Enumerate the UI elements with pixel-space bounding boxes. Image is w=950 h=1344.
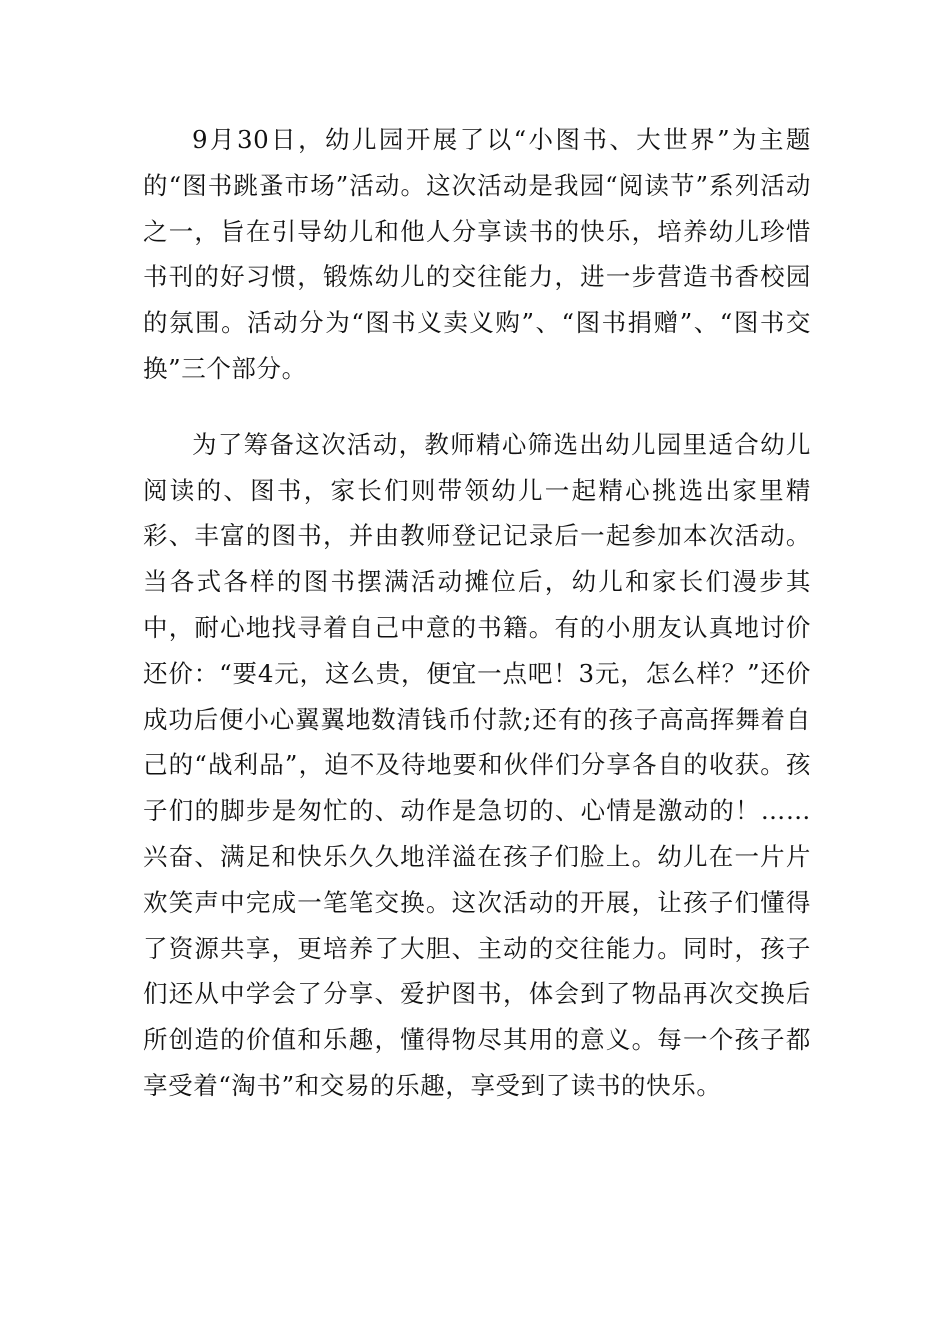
document-body [143,117,811,1109]
paragraph-2: 为了筹备这次活动，教师精心筛选出幼儿园里适合幼儿阅读的、图书，家长们则带领幼儿一起精心挑选出家里精彩、丰富的图书，并由教师登记记录后一起参加本次活动。当各式各样的图书摆满活动摊位后，幼儿和家长们漫步其中，耐心地找寻着自己中意的书籍。有的小朋友认真地讨价还价：“要4元，这么贵，便宜一点吧！3元，怎么样？”还价成功后便小心翼翼地数清钱币付款;还有的孩子高高挥舞着自己的“战利品”，迫不及待地要和伙伴们分享各自的收获。孩子们的脚步是匆忙的、动作是急切的、心情是激动的！……兴奋、满足和快乐久久地洋溢在孩子们脸上。幼儿在一片片欢笑声中完成一笔笔交换。这次活动的开展，让孩子们懂得了资源共享，更培养了大胆、主动的交往能力。同时，孩子们还从中学会了分享、爱护图书，体会到了物品再次交换后所创造的价值和乐趣，懂得物尽其用的意义。每一个孩子都享受着“淘书”和交易的乐趣，享受到了读书的快乐。 [143,429,811,1100]
paragraph-1: 9月30日，幼儿园开展了以“小图书、大世界”为主题的“图书跳蚤市场”活动。这次活动是我园“阅读节”系列活动之一，旨在引导幼儿和他人分享读书的快乐，培养幼儿珍惜书刊的好习惯，锻炼幼儿的交往能力，进一步营造书香校园的氛围。活动分为“图书义卖义购”、“图书捐赠”、“图书交换”三个部分。 [143,125,811,383]
